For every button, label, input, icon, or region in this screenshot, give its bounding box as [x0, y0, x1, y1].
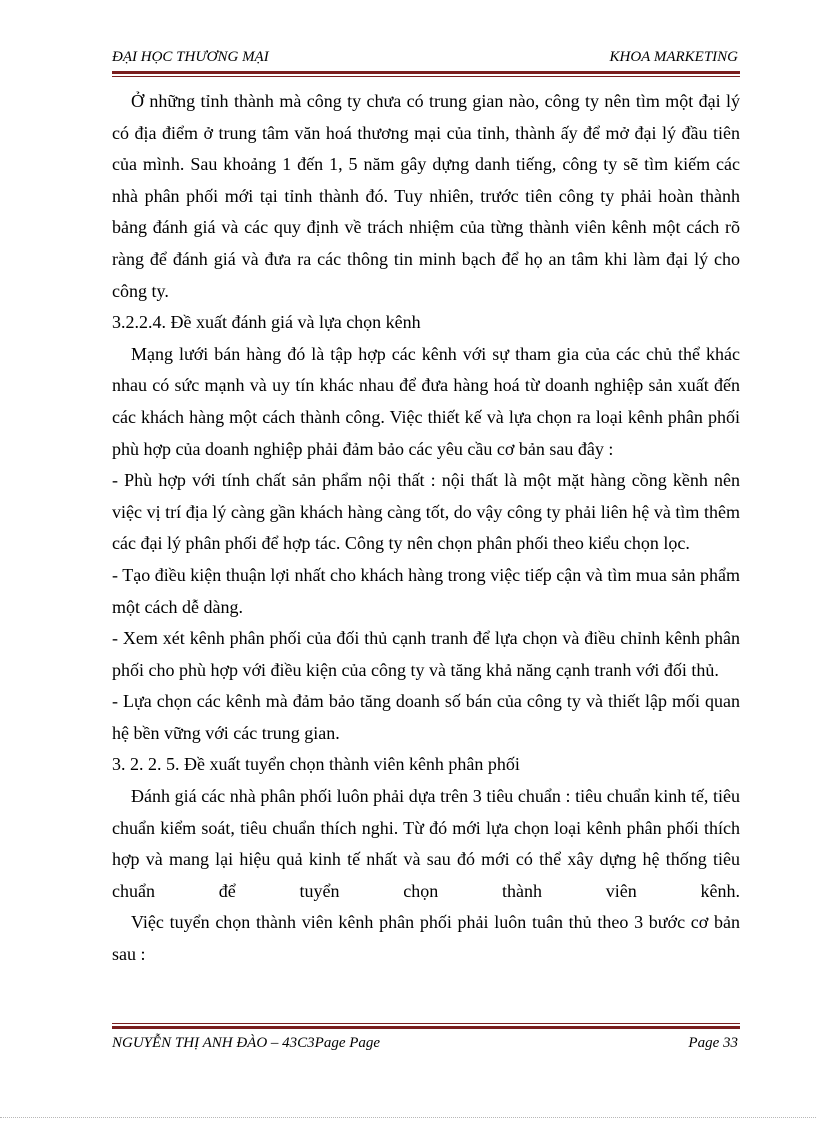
header-rule-thick	[112, 71, 740, 74]
bullet-sales-growth: - Lựa chọn các kênh mà đảm bảo tăng doanh số bán của công ty và thiết lập mối quan hệ bền vững với các trung gian.	[112, 691, 740, 743]
footer-rule-thick	[112, 1026, 740, 1029]
page-number: Page 33	[688, 1035, 738, 1051]
header-university: ĐẠI HỌC THƯƠNG MẠI	[112, 49, 269, 65]
header-rule-thin	[112, 76, 740, 77]
footer-rule-thin	[112, 1023, 740, 1024]
header-faculty: KHOA MARKETING	[609, 49, 738, 65]
bullet-product-fit: - Phù hợp với tính chất sản phẩm nội thất : nội thất là một mặt hàng cồng kềnh nên việc vị trí địa lý càng gần khách hàng càng tốt, do vậy công ty phải liên hệ và tìm thêm các đại lý phân phối để hợp tác. Công ty nên chọn phân phối theo kiểu chọn lọc.	[112, 470, 740, 554]
bullet-competitor-channels: - Xem xét kênh phân phối của đối thủ cạnh tranh để lựa chọn và điều chỉnh kênh phân phối cho phù hợp với điều kiện của công ty và tăng khả năng cạnh tranh với đối thủ.	[112, 628, 740, 680]
section-heading-3-2-2-4: 3.2.2.4. Đề xuất đánh giá và lựa chọn kênh	[112, 312, 421, 333]
page-bottom-dotted-line	[0, 1117, 816, 1118]
paragraph-sales-network: Mạng lưới bán hàng đó là tập hợp các kênh với sự tham gia của các chủ thể khác nhau có sức mạnh và uy tín khác nhau để đưa hàng hoá từ doanh nghiệp sản xuất đến các khách hàng một cách thành công. Việc thiết kế và lựa chọn ra loại kênh phân phối phù hợp của doanh nghiệp phải đảm bảo các yêu cầu cơ bản sau đây :	[112, 343, 740, 459]
section-heading-3-2-2-5: 3. 2. 2. 5. Đề xuất tuyển chọn thành viên kênh phân phối	[112, 754, 520, 775]
paragraph-evaluation-criteria: Đánh giá các nhà phân phối luôn phải dựa trên 3 tiêu chuẩn : tiêu chuẩn kinh tế, tiêu chuẩn kiểm soát, tiêu chuẩn thích nghi. Từ đó mới lựa chọn loại kênh phân phối thích hợp và mang lại hiệu quả kinh tế nhất và sau đó mới có thể xây dựng hệ thống tiêu chuẩn để tuyển chọn thành viên kênh.	[112, 786, 740, 901]
paragraph-intermediaries: Ở những tỉnh thành mà công ty chưa có trung gian nào, công ty nên tìm một đại lý có địa điểm ở trung tâm văn hoá thương mại của tỉnh, thành ấy để mở đại lý đầu tiên của mình. Sau khoảng 1 đến 1, 5 năm gây dựng danh tiếng, công ty sẽ tìm kiếm các nhà phân phối mới tại tỉnh thành đó. Tuy nhiên, trước tiên công ty phải hoàn thành bảng đánh giá và các quy định về trách nhiệm của từng thành viên kênh một cách rõ ràng để đánh giá và đưa ra các thông tin minh bạch để họ an tâm khi làm đại lý cho công ty.	[112, 91, 740, 301]
page-footer	[112, 1035, 738, 1055]
bullet-customer-convenience: - Tạo điều kiện thuận lợi nhất cho khách hàng trong việc tiếp cận và tìm mua sản phẩm một cách dễ dàng.	[112, 564, 740, 617]
paragraph-selection-steps: Việc tuyển chọn thành viên kênh phân phối phải luôn tuân thủ theo 3 bước cơ bản sau :	[112, 912, 740, 965]
page-header	[112, 49, 738, 69]
document-body	[112, 86, 740, 971]
footer-author: NGUYỄN THỊ ANH ĐÀO – 43C3Page Page	[112, 1035, 381, 1051]
